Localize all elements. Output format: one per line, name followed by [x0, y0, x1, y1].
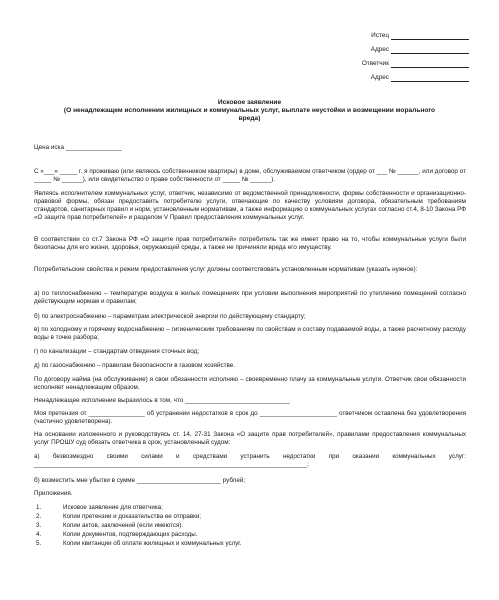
attachment-item: Копии документов, подтверждающих расходы.	[63, 531, 198, 538]
plaintiff-address-line	[391, 53, 469, 54]
paragraph-obligations: Являясь исполнителем коммунальных услуг, ответчик, независимо от ведомственной принадлежности, формы собственности и организационно-правовой формы, обязан предоставить потребителю услуги, отвечающие по качеству условиям договора, обязательным требованиям стандартов, санитарных правил и норм, установленным нормативам, а также информацию о коммунальных услугах согласно ст.4, 8-10 Закона РФ «О защите прав потребителей» и разделом V Правил предоставления коммунальных услуг.	[34, 190, 466, 221]
title-line-1: Исковое заявление	[217, 99, 282, 106]
plaintiff-field	[371, 32, 469, 40]
item-water: в) по холодному и горячему водоснабжению – гигиеническим требованиям по свойствам и составу подаваемой воды, а также расчетному расходу воды в точке разбора;	[34, 326, 466, 341]
attachment-item: Копии претензии и доказательства ее отправки;	[63, 513, 202, 520]
attachments-heading: Приложения.	[34, 490, 73, 497]
attachment-item: Копии квитанции об оплате жилищных и коммунальных услуг.	[63, 540, 242, 547]
defendant-label: Ответчик	[361, 60, 389, 67]
defendant-address-line	[391, 81, 469, 82]
attachment-number: 3.	[36, 522, 42, 529]
plaintiff-address-field	[371, 46, 469, 54]
defendant-field	[362, 60, 469, 68]
paragraph-residence: С «___» _____ г. я проживаю (или являюсь собственником квартиры) в доме, обслуживаемом ответчиком (ордер от ___ № ______, или договор от _____ № ______), или свидетельство о праве собственности от _____ № ______).	[34, 168, 466, 183]
attachment-number: 4.	[36, 531, 42, 538]
item-heating: а) по теплоснабжению – температуре воздуха в жилых помещениях при условии выполнения мероприятий по утеплению помещений согласно действующим нормам и правилам;	[34, 290, 466, 305]
attachment-number: 2.	[36, 513, 42, 520]
request-damages: б) возместить мне убытки в сумме ________________________ рублей;	[34, 477, 246, 484]
plaintiff-address-label: Адрес	[370, 46, 389, 53]
defendant-line	[391, 67, 469, 68]
paragraph-improper: Ненадлежащее исполнение выразилось в том, что ______________________________	[34, 397, 291, 404]
document-title	[30, 99, 469, 124]
attachment-number: 1.	[36, 504, 42, 511]
title-line-2: (О ненадлежащем исполнении жилищных и коммунальных услуг, выплате неустойки и возмещении морального	[63, 107, 436, 115]
request-fix: а) безвозмездно своими силами и средствами устранить недостатки при оказании коммунальных услуг: ______________________________________________________________________________;	[34, 453, 466, 468]
item-sewerage: г) по канализации – стандартам отведения сточных вод;	[34, 348, 200, 355]
plaintiff-label: Истец	[371, 32, 389, 39]
paragraph-contract: По договору найма (на обслуживание) я свои обязанности исполняю – своевременно плачу за коммунальные услуги. Ответчик свои обязанности исполняет ненадлежащим образом.	[34, 376, 466, 391]
claim-price: Цена иска ________________	[34, 144, 122, 151]
paragraph-safety: В соответствии со ст.7 Закона РФ «О защите прав потребителей» потребитель так же имеет право на то, чтобы коммунальные услуги были безопасны для его жизни, здоровья, окружающей среды, а также не причиняли вреда его имуществу.	[34, 236, 466, 251]
paragraph-claim: Моя претензия от ________________ об устранении недостатков в срок до ______________________ ответчиком оставлена без удовлетворения (частично удовлетворена).	[34, 410, 466, 425]
attachment-number: 5.	[36, 540, 42, 547]
attachment-item: Исковое заявление для ответчика;	[63, 504, 163, 511]
paragraph-standards: Потребительские свойства и режим предоставления услуг должны соответствовать установленным нормативам (указать нужное):	[34, 266, 418, 273]
plaintiff-line	[391, 39, 469, 40]
defendant-address-field	[371, 74, 469, 82]
title-line-3: вреда)	[238, 115, 261, 123]
item-electricity: б) по электроснабжению – параметрам электрической энергии по действующему стандарту;	[34, 313, 306, 320]
attachment-item: Копии актов, заключений (если имеются).	[63, 522, 184, 529]
defendant-address-label: Адрес	[370, 74, 389, 81]
paragraph-request: На основании изложенного и руководствуясь ст. 14, 27-31 Закона «О защите прав потребителей», правилами предоставления коммунальных услуг ПРОШУ суд обязать ответчика в срок, установленный судом:	[34, 431, 466, 446]
item-gas: д) по газоснабжению – правилам безопасности в газовом хозяйстве.	[34, 362, 236, 369]
